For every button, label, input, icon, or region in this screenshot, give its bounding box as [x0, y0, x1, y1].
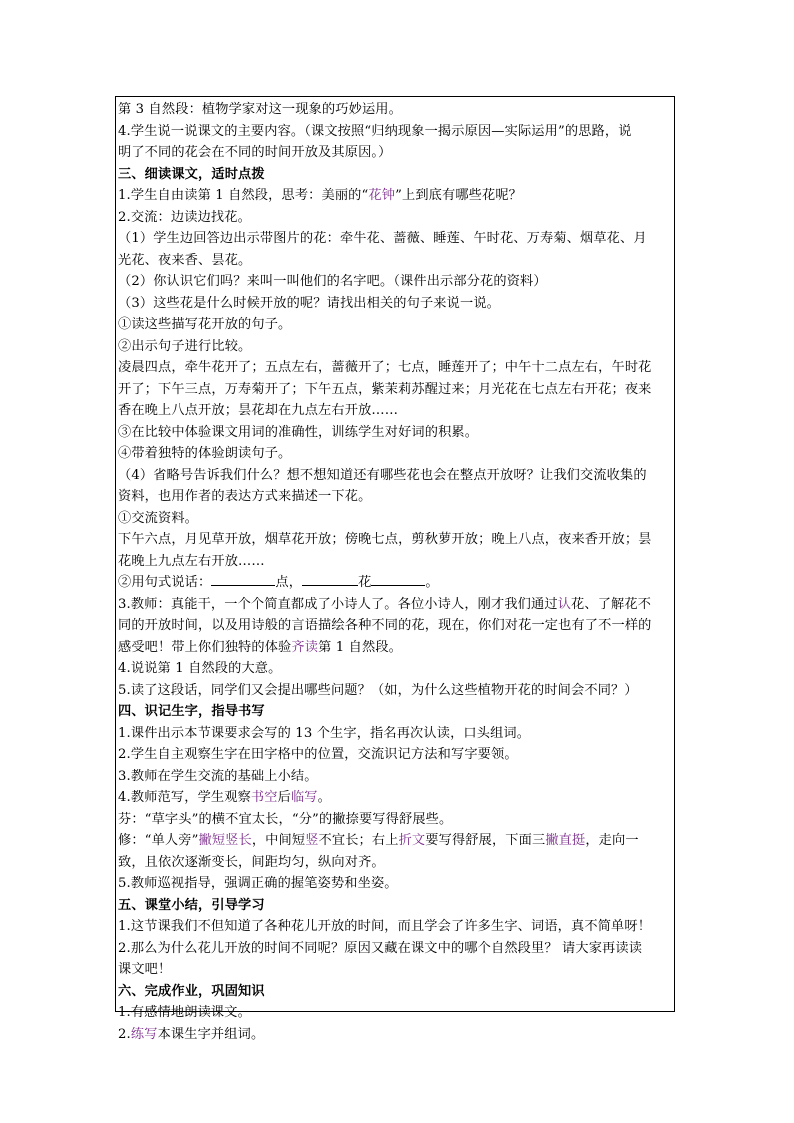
paragraph: 课文吧！: [118, 962, 172, 977]
section-heading-3: 三、细读课文，适时点拨: [118, 166, 265, 182]
paragraph: （1）学生边回答边出示带图片的花：牵牛花、蔷薇、睡莲、午时花、万寿菊、烟草花、月: [118, 231, 647, 246]
blank-line: [371, 573, 425, 586]
paragraph: 3.教师：真能干，一个个简直都成了小诗人了。各位小诗人，刚才我们通过认花、了解花不: [118, 596, 652, 612]
highlight-text: 竖: [305, 833, 319, 848]
paragraph: 同的开放时间，以及用诗般的言语描绘各种不同的花，现在，你们对花一定也有了不一样的: [118, 618, 652, 633]
paragraph: 1.有感情地朗读课文。: [118, 1005, 251, 1020]
paragraph: ①交流资料。: [118, 510, 199, 526]
paragraph: 4.说说第 1 自然段的大意。: [118, 661, 282, 676]
paragraph: （3）这些花是什么时候开放的呢？请找出相关的句子来说一说。: [118, 295, 500, 311]
paragraph: ②出示句子进行比较。: [118, 338, 252, 354]
paragraph: 5.教师巡视指导，强调正确的握笔姿势和坐姿。: [118, 876, 398, 891]
paragraph: 2.学生自主观察生字在田字格中的位置，交流识记方法和写字要领。: [118, 747, 518, 762]
highlight-text: 撇直挺: [545, 833, 586, 848]
lesson-plan-content: [118, 99, 672, 1045]
section-heading-5: 五、课堂小结，引导学习: [118, 897, 265, 913]
paragraph: 感受吧！带上你们独特的体验齐读第 1 自然段。: [118, 639, 402, 655]
paragraph: 修：“单人旁”撇短竖长，中间短竖不宜长；右上折文要写得舒展，下面三撇直挺，走向一: [118, 833, 639, 848]
highlight-text: 练写: [130, 1026, 158, 1042]
paragraph: 第 3 自然段：植物学家对这一现象的巧妙运用。: [118, 102, 402, 117]
paragraph: 2.那么为什么花儿开放的时间不同呢？原因又藏在课文中的哪个自然段里？ 请大家再读读: [118, 940, 643, 956]
highlight-text: 认: [557, 596, 572, 612]
quoted-passage: 香在晚上八点开放；昙花却在九点左右开放……: [118, 403, 399, 418]
highlight-text: 临写: [290, 790, 318, 805]
paragraph: 光花、夜来香、昙花。: [118, 252, 252, 268]
paragraph: 1.课件出示本节课要求会写的 13 个生字，指名再次认读，口头组词。: [118, 725, 531, 741]
paragraph: 2.交流：边读边找花。: [118, 209, 251, 225]
paragraph: ④带着独特的体验朗读句子。: [118, 446, 292, 461]
paragraph: 花晚上九点左右开放……: [118, 553, 265, 569]
paragraph: 致，且依次逐渐变长，间距均匀，纵向对齐。: [118, 854, 385, 870]
paragraph: （2）你认识它们吗？来叫一叫他们的名字吧。（课件出示部分花的资料）: [118, 274, 547, 289]
paragraph: 1.这节课我们不但知道了各种花儿开放的时间，而且学会了许多生字、词语，真不简单呀！: [118, 919, 652, 934]
paragraph: 4.教师范写，学生观察书空后临写。: [118, 790, 331, 805]
highlight-text: 撇短竖长: [198, 833, 252, 848]
highlight-text: 折文: [398, 833, 426, 848]
paragraph: 5.读了这段话，同学们又会提出哪些问题？（如，为什么这些植物开花的时间会不同？）: [118, 682, 638, 698]
paragraph: （4）省略号告诉我们什么？想不想知道还有哪些花也会在整点开放呀？让我们交流收集的: [118, 467, 647, 483]
paragraph: 4.学生说一说课文的主要内容。（课文按照“归纳现象一揭示原因—实际运用”的思路，说: [118, 123, 632, 139]
highlight-text: 齐读: [291, 639, 319, 655]
paragraph: ③在比较中体验课文用词的准确性，训练学生对好词的积累。: [118, 424, 479, 440]
paragraph: 明了不同的花会在不同的时间开放及其原因。）: [118, 145, 392, 160]
fill-in-sentence: ②用句式说话： 点， 花 。: [118, 575, 439, 590]
blank-line: [302, 573, 358, 586]
highlight-text: 书空: [250, 790, 278, 805]
paragraph: 1.学生自由读第 1 自然段，思考：美丽的“花钟”上到底有哪些花呢？: [118, 188, 523, 203]
quoted-passage: 凌晨四点，牵牛花开了；五点左右，蔷薇开了；七点，睡莲开了；中午十二点左右，午时花: [118, 360, 652, 375]
paragraph: 3.教师在学生交流的基础上小结。: [118, 768, 318, 784]
paragraph: 芬：“草字头”的横不宜太长，“分”的撇捺要写得舒展些。: [118, 811, 453, 827]
paragraph: 资料，也用作者的表达方式来描述一下花。: [118, 489, 372, 504]
blank-line: [211, 573, 275, 586]
section-heading-4: 四、识记生字，指导书写: [118, 704, 265, 719]
section-heading-6: 六、完成作业，巩固知识: [118, 983, 265, 999]
paragraph: 2.练写本课生字并组词。: [118, 1026, 265, 1042]
quoted-passage: 开了；下午三点，万寿菊开了；下午五点，紫茉莉苏醒过来；月光花在七点左右开花；夜来: [118, 381, 652, 397]
paragraph: 下午六点，月见草开放，烟草花开放；傍晚七点，剪秋萝开放；晚上八点，夜来香开放；昙: [118, 532, 652, 547]
paragraph: ①读这些描写花开放的句子。: [118, 317, 292, 332]
highlight-text: 花钟: [368, 188, 396, 203]
